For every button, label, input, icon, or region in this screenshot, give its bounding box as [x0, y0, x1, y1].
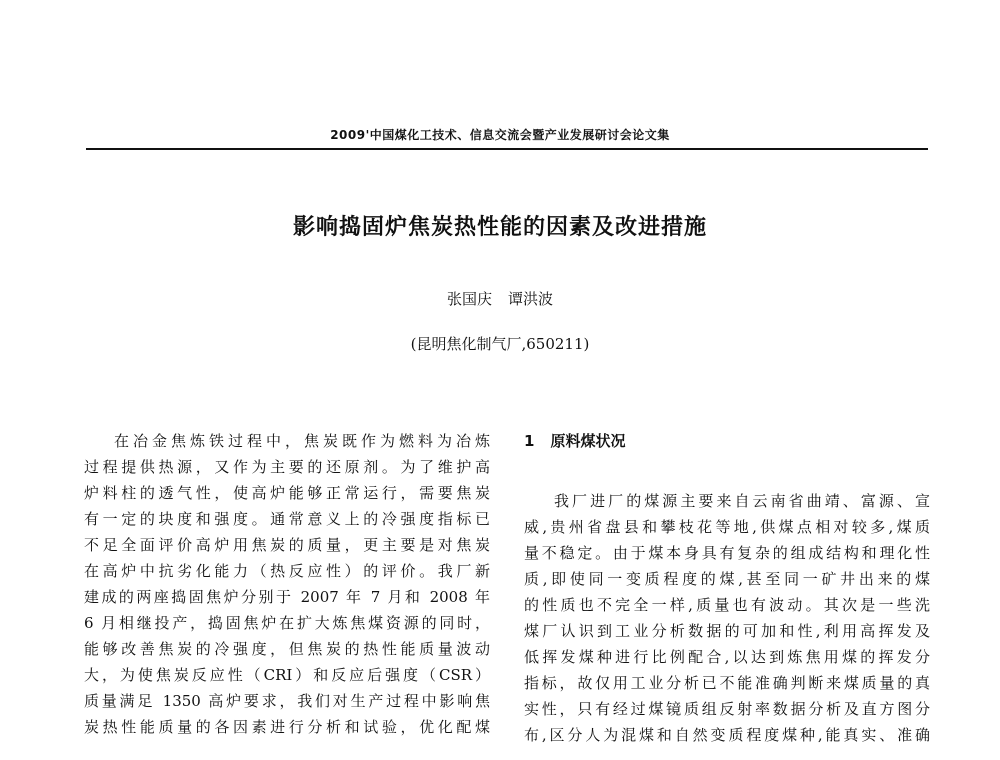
paragraph-line: 威,贵州省盘县和攀枝花等地,供煤点相对较多,煤质 — [524, 518, 930, 536]
section-number: 1 — [524, 432, 535, 450]
authors — [0, 288, 1000, 309]
paragraph-line: 实性，只有经过煤镜质组反射率数据分析及直方图分 — [524, 700, 930, 718]
paragraph-line: 质,即使同一变质程度的煤,甚至同一矿井出来的煤 — [524, 570, 930, 588]
paragraph-line: 炭热性能质量的各因素进行分析和试验，优化配煤 — [84, 718, 490, 736]
author-name: 谭洪波 — [508, 290, 554, 308]
paragraph-line: 指标，故仅用工业分析已不能准确判断来煤质量的真 — [524, 674, 930, 692]
header-rule — [86, 148, 928, 150]
paragraph-line: 布,区分人为混煤和自然变质程度煤种,能真实、准确 — [524, 726, 930, 744]
right-column — [524, 428, 930, 748]
paragraph-line: 过程提供热源，又作为主要的还原剂。为了维护高 — [84, 458, 490, 476]
paragraph-line: 我厂进厂的煤源主要来自云南省曲靖、富源、宣 — [554, 492, 930, 510]
author-name: 张国庆 — [446, 290, 492, 308]
paragraph-line: 量不稳定。由于煤本身具有复杂的组成结构和理化性 — [524, 544, 930, 562]
paragraph-line: 大，为使焦炭反应性（CRI）和反应后强度（CSR） — [84, 666, 490, 684]
paragraph-line: 在冶金焦炼铁过程中，焦炭既作为燃料为冶炼 — [114, 432, 490, 450]
paragraph-line: 低挥发煤种进行比例配合,以达到炼焦用煤的挥发分 — [524, 648, 930, 666]
paragraph-line: 能够改善焦炭的冷强度，但焦炭的热性能质量波动 — [84, 640, 490, 658]
paragraph-line: 在高炉中抗劣化能力（热反应性）的评价。我厂新 — [84, 562, 490, 580]
running-header: 2009'中国煤化工技术、信息交流会暨产业发展研讨会论文集 — [330, 128, 670, 142]
section-title: 原料煤状况 — [550, 432, 626, 450]
paragraph-line: 炉料柱的透气性，使高炉能够正常运行，需要焦炭 — [84, 484, 490, 502]
paragraph-line: 6 月相继投产，捣固焦炉在扩大炼焦煤资源的同时， — [84, 614, 490, 632]
affiliation: (昆明焦化制气厂,650211) — [410, 335, 590, 353]
paragraph-line: 建成的两座捣固焦炉分别于 2007 年 7 月和 2008 年 — [84, 588, 490, 606]
paragraph-line: 不足全面评价高炉用焦炭的质量，更主要是对焦炭 — [84, 536, 490, 554]
paragraph-line: 质量满足 1350 高炉要求，我们对生产过程中影响焦 — [84, 692, 490, 710]
paragraph-line: 有一定的块度和强度。通常意义上的冷强度指标已 — [84, 510, 490, 528]
left-column — [84, 428, 490, 740]
paper-title: 影响捣固炉焦炭热性能的因素及改进措施 — [292, 215, 707, 240]
paragraph-line: 煤厂认识到工业分析数据的可加和性,利用高挥发及 — [524, 622, 930, 640]
paragraph-line: 的性质也不完全一样,质量也有波动。其次是一些洗 — [524, 596, 930, 614]
section-heading — [524, 428, 930, 454]
